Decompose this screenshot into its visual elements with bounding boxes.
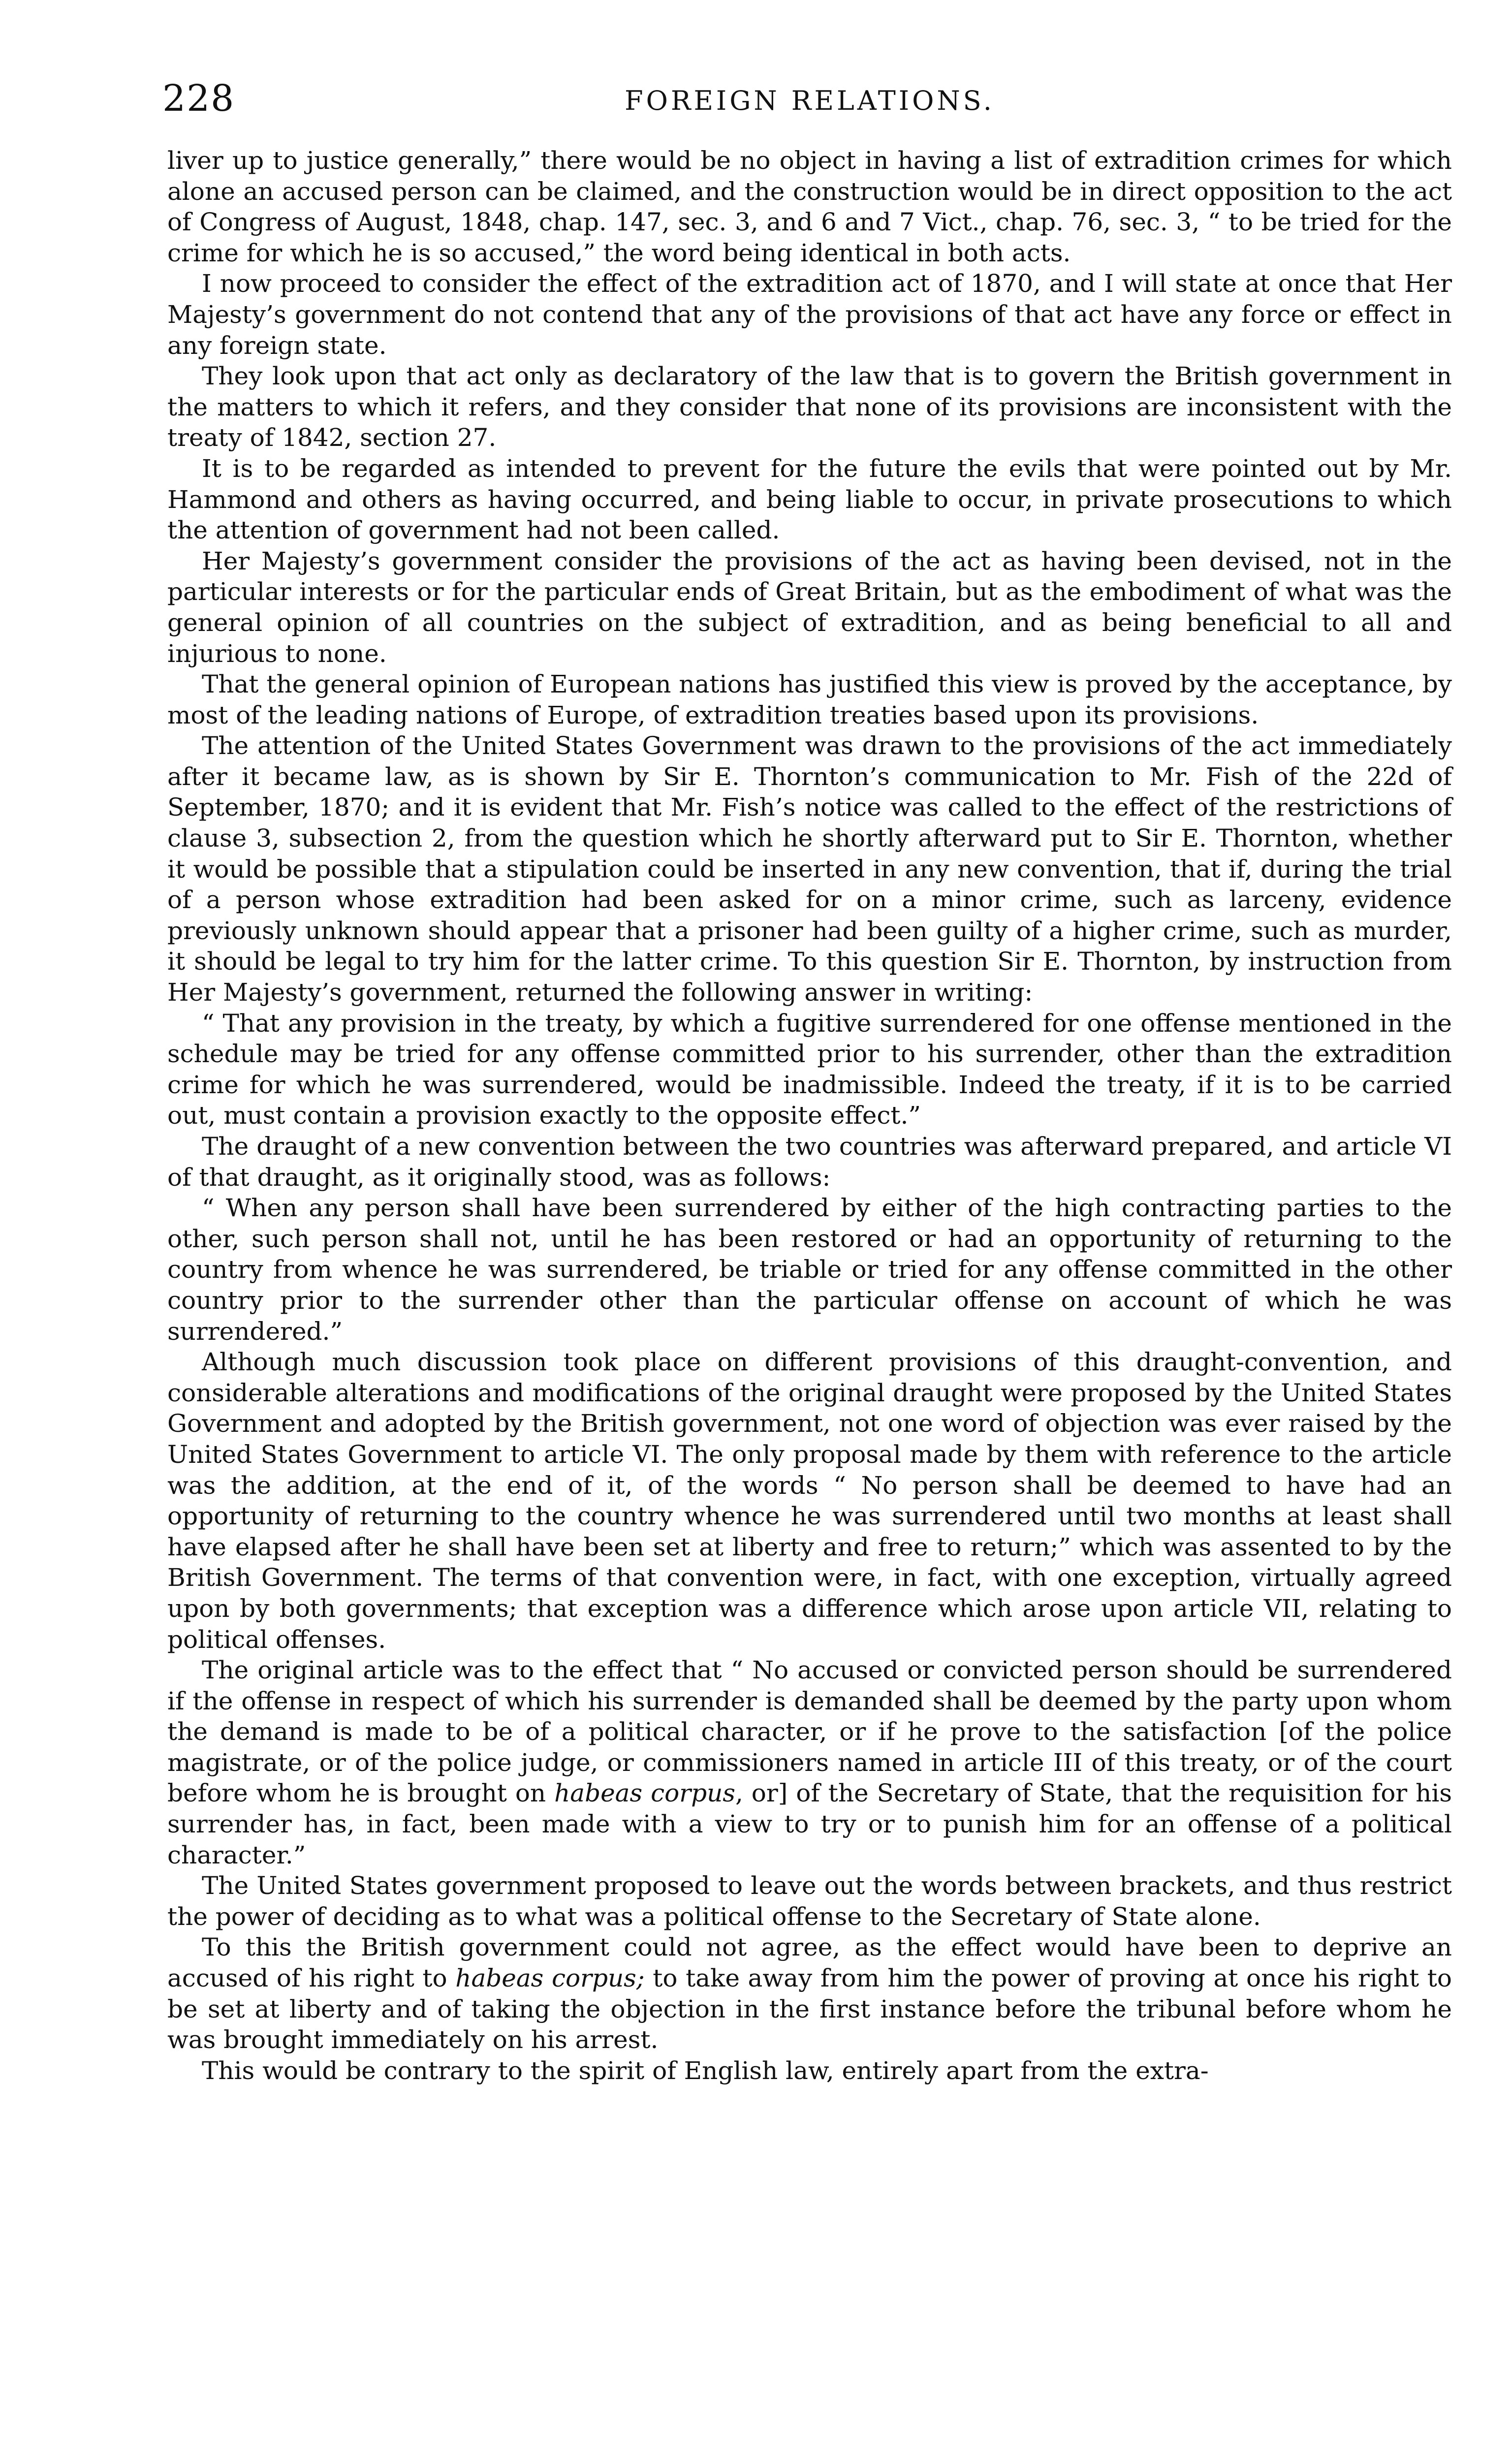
quoted-paragraph: “ That any provision in the treaty, by which a fugitive surrendered for one offense mentioned in the schedule may be tried for any offense committed prior to his surrender, other than the extradition crime for which he was surrendered, would be inadmissible. Indeed the treaty, if it is to be carried out, must contain a provision exactly to the opposite effect.” <box>167 1009 1452 1130</box>
paragraph <box>167 1655 1452 1870</box>
paragraph-text: The original article was to the effect that “ No accused or convicted person should be surrendered if the offense in respect of which his surrender is demanded shall be deemed by the party upon whom the demand is made to be of a political character, or if he prove to the satisfaction [of the police magistrate, or of the police judge, or commissioners named in article III of this treaty, or of the court before whom he is brought on <box>167 1656 1452 1808</box>
body-text <box>167 145 1452 2086</box>
paragraph: The attention of the United States Government was drawn to the provisions of the act immediately after it became law, as is shown by Sir E. Thornton’s communication to Mr. Fish of the 22d of September, 1870; and it is evident that Mr. Fish’s notice was called to the effect of the restrictions of clause 3, subsection 2, from the question which he shortly afterward put to Sir E. Thornton, whether it would be possible that a stipulation could be inserted in any new convention, that if, during the trial of a person whose extradition had been asked for on a minor crime, such as larceny, evidence previously unknown should appear that a prisoner had been guilty of a higher crime, such as murder, it should be legal to try him for the latter crime. To this question Sir E. Thornton, by instruction from Her Majesty’s government, returned the following answer in writing: <box>167 731 1452 1007</box>
paragraph-text: To this the British government could not agree, as the effect would have been to deprive an accused of his right to <box>167 1933 1452 1993</box>
paragraph-text: , or] of the Secretary of State, that the requisition for his surrender has, in fact, been made with a view to try or to punish him for an offense of a political character.” <box>167 1779 1452 1869</box>
paragraph: It is to be regarded as intended to prevent for the future the evils that were pointed out by Mr. Hammond and others as having occurred, and being liable to occur, in private prosecutions to which the attention of government had not been called. <box>167 454 1452 545</box>
paragraph: That the general opinion of European nations has justified this view is proved by the acceptance, by most of the leading nations of Europe, of extradition treaties based upon its provisions. <box>167 670 1452 729</box>
paragraph: Although much discussion took place on different provisions of this draught-convention, and considerable alterations and modifications of the original draught were proposed by the United States Government and adopted by the British government, not one word of objection was ever raised by the United States Government to article VI. The only proposal made by them with reference to the article was the addition, at the end of it, of the words “ No person shall be deemed to have had an opportunity of returning to the country whence he was surrendered until two months at least shall have elapsed after he shall have been set at liberty and free to return;” which was assented to by the British Government. The terms of that convention were, in fact, with one exception, virtually agreed upon by both governments; that exception was a difference which arose upon article VII, relating to political offenses. <box>167 1348 1452 1654</box>
paragraph-text: to take away from him the power of proving at once his right to be set at liberty and of taking the objection in the first instance before the tribunal before whom he was brought immediately on his arrest. <box>167 1964 1452 2054</box>
paragraph <box>167 1932 1452 2055</box>
quoted-paragraph: “ When any person shall have been surrendered by either of the high contracting parties to the other, such person shall not, until he has been restored or had an opportunity of returning to the country from whence he was surrendered, be triable or tried for any offense committed in the other country prior to the surrender other than the particular offense on account of which he was surrendered.” <box>167 1194 1452 1346</box>
running-title: FOREIGN RELATIONS. <box>625 85 995 116</box>
paragraph: Her Majesty’s government consider the provisions of the act as having been devised, not in the particular interests or for the particular ends of Great Britain, but as the embodiment of what was the general opinion of all countries on the subject of extradition, and as being beneficial to all and injurious to none. <box>167 546 1452 668</box>
italic-term: habeas corpus; <box>455 1964 645 1993</box>
paragraph: The draught of a new convention between the two countries was afterward prepared, and article VI of that draught, as it originally stood, was as follows: <box>167 1132 1452 1192</box>
paragraph: The United States government proposed to leave out the words between brackets, and thus restrict the power of deciding as to what was a political offense to the Secretary of State alone. <box>167 1871 1452 1931</box>
paragraph: liver up to justice generally,” there would be no object in having a list of extradition crimes for which alone an accused person can be claimed, and the construction would be in direct opposition to the act of Congress of August, 1848, chap. 147, sec. 3, and 6 and 7 Vict., chap. 76, sec. 3, “ to be tried for the crime for which he is so accused,” the word being identical in both acts. <box>167 146 1452 267</box>
paragraph: This would be contrary to the spirit of English law, entirely apart from the extra- <box>202 2056 1209 2085</box>
italic-term: habeas corpus <box>554 1779 735 1808</box>
page-header <box>162 74 1457 128</box>
page-number: 228 <box>162 77 235 120</box>
paragraph: They look upon that act only as declaratory of the law that is to govern the British government in the matters to which it refers, and they consider that none of its provisions are inconsistent with the treaty of 1842, section 27. <box>167 362 1452 452</box>
paragraph: I now proceed to consider the effect of the extradition act of 1870, and I will state at once that Her Majesty’s government do not contend that any of the provisions of that act have any force or effect in any foreign state. <box>167 269 1452 360</box>
